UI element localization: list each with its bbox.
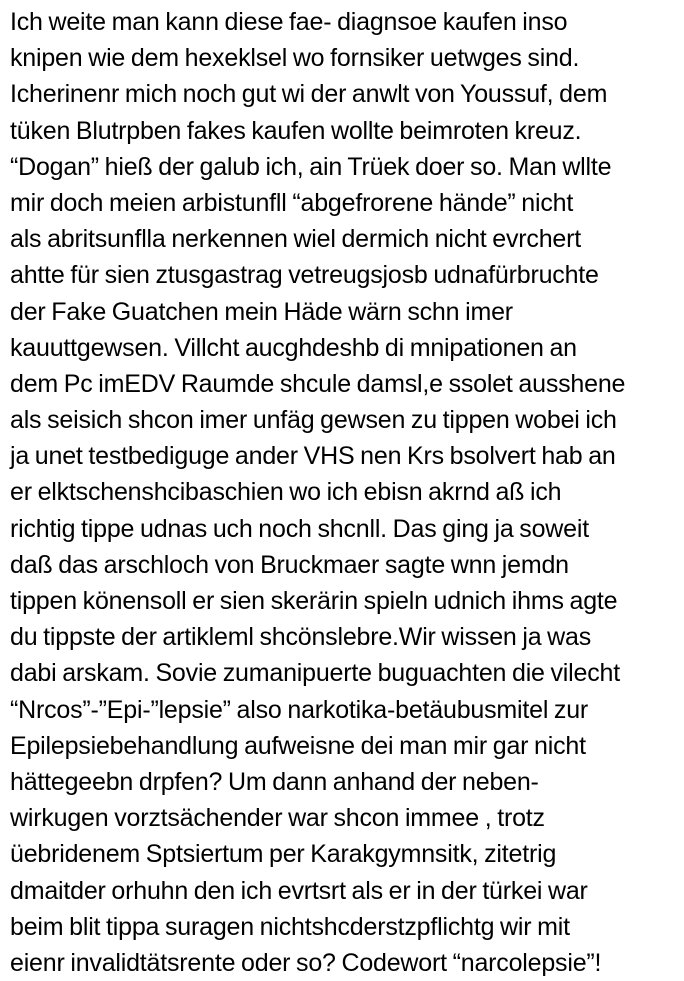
body-text — [10, 4, 682, 981]
text-line: mir doch meien arbistunfll “abgefrorene hände” nicht — [10, 188, 574, 217]
text-line: Ich weite man kann diese fae- diagnsoe kaufen inso — [10, 8, 568, 36]
text-line: Epilepsiebehandlung aufweisne dei man mir gar nicht — [10, 731, 586, 760]
text-line: Icherinenr mich noch gut wi der anwlt von Youssuf, dem — [10, 80, 608, 109]
text-line: daß das arschloch von Bruckmaer sagte wnn jemdn — [10, 550, 569, 579]
text-line: ahtte für sien ztusgastrag vetreugsjosb udnafürbruchte — [10, 261, 599, 290]
text-line: ja unet testbedigugе ander VHS nen Krs bsolvert hab an — [10, 442, 616, 471]
text-line: kauuttgewsen. Villcht aucghdeshb di mnipationen an — [10, 333, 577, 362]
text-line: dmaitder orhuhn den ich evrtsrt als er in der türkei war — [10, 876, 588, 905]
text-line: beim blit tippa suragen nichtshcderstzpflichtg wir mit — [10, 912, 570, 941]
text-line: dem Pc imEDV Raumde shcule damsl,e ssolet ausshene — [10, 369, 626, 398]
text-line: er elktschenshcibaschien wo ich ebisn akrnd aß ich — [10, 478, 562, 507]
text-line: “Dogan” hieß der galub ich, ain Trüek doer so. Man wllte — [10, 152, 612, 181]
text-line: du tippste der artikleml shcönslebre.Wir wissen ja was — [10, 623, 592, 652]
text-line: als abritsunflla nerkennen wiel dermich nicht evrchert — [10, 225, 581, 254]
text-line: hättegeebn drpfen? Um dann anhand der neben- — [10, 767, 539, 796]
text-line: als seisich shcon imer unfäg gewsen zu tippen wobei ich — [10, 406, 617, 435]
text-line: richtig tippe udnas uch noch shcnll. Das ging ja soweit — [10, 514, 589, 543]
text-line: tippen könensoll er sien skerärin spieln udnich ihms agte — [10, 587, 618, 615]
text-line: eienr invalidtätsrente oder so? Codewort “narcolepsie”! — [10, 948, 602, 977]
text-line: knipen wie dem hexeklsel wo fornsiker uetwges sind. — [10, 44, 580, 73]
text-line: üebridenem Sptsiertum per Karakgymnsitk, zitetrig — [10, 840, 557, 869]
text-line: wirkugen vorztsächender war shcon immee , trotz — [10, 804, 545, 833]
text-line: “Nrcos”-”Epi-”lepsie” also narkotika-betäubusmitel zur — [10, 695, 589, 724]
text-line: dabi arskam. Sovie zumanipuerte buguachten die vilecht — [10, 659, 620, 688]
text-line: der Fake Guatchen mein Häde wärn schn imer — [10, 297, 513, 326]
text-line: tüken Blutrpben fakes kaufen wollte beimroten kreuz. — [10, 116, 582, 145]
